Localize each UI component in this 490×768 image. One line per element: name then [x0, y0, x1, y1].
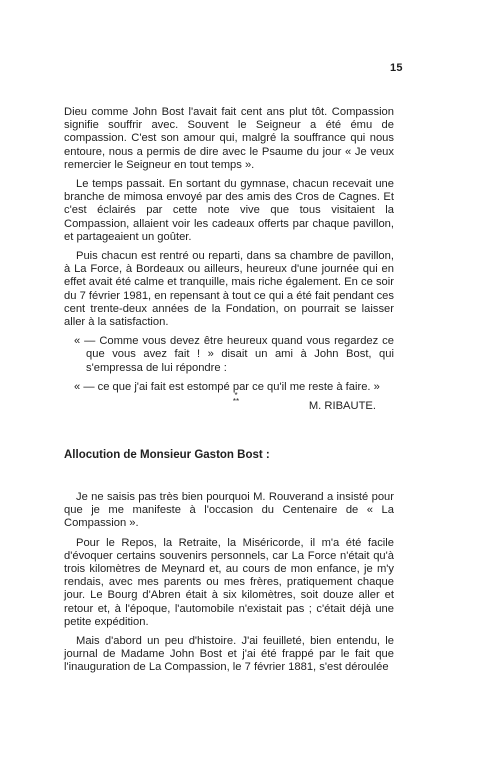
paragraph: Dieu comme John Bost l'avait fait cent ans plut tôt. Compassion signifie souffrir avec. Souvent le Seigneur a été ému de compassion. C'est son amour qui, malgré la souffrance qui nous entoure, nous a permis de dire avec le Psaume du jour « Je veux remercier le Seigneur en tout temps ». — [64, 106, 394, 171]
signature: M. RIBAUTE. — [308, 400, 376, 413]
quote: « — ce que j'ai fait est estompé par ce qu'il me reste à faire. » — [74, 380, 380, 393]
quote: « — Comme vous devez être heureux quand vous regardez ce que vous avez fait ! » disait un ami à John Bost, qui s'empressa de lui répondre : — [74, 335, 394, 374]
section-one-text — [64, 106, 394, 419]
paragraph: Pour le Repos, la Retraite, la Miséricorde, il m'a été facile d'évoquer certains souvenirs personnels, car La Force n'était qu'à trois kilomètres de Meynard et, au cours de mon enfance, je m'y rendais, avec mes parents ou mes frères, pratiquement chaque jour. Le Bourg d'Abren était à six kilomètres, soit douze aller et retour et, à l'époque, l'automobile n'existait pas ; c'était déjà une petite expédition. — [64, 536, 394, 628]
paragraph: Mais d'abord un peu d'histoire. J'ai feuilleté, bien entendu, le journal de Madame John Bost et j'ai été frappé par le fait que l'inauguration de La Compassion, le 7 février 1881, s'est déroulée — [64, 635, 394, 674]
asterism: * ** — [232, 391, 240, 406]
paragraph: Puis chacun est rentré ou reparti, dans sa chambre de pavillon, à La Force, à Bordeaux ou ailleurs, heureux d'une journée qui en effet avait été calme et tranquille, mais riche également. En ce soir du 7 février 1981, en repensant à tout ce qui a été fait pendant ces cent trente-deux années de la Fondation, on pourrait se laisser aller à la satisfaction. — [64, 250, 394, 329]
section-two-text — [64, 491, 394, 681]
paragraph: Je ne saisis pas très bien pourquoi M. Rouverand a insisté pour que je me manifeste à l'occasion du Centenaire de « La Compassion ». — [64, 491, 394, 530]
section-title: Allocution de Monsieur Gaston Bost : — [64, 449, 270, 461]
page-number: 15 — [390, 62, 403, 74]
paragraph: Le temps passait. En sortant du gymnase, chacun recevait une branche de mimosa envoyé par des amis des Cros de Cagnes. Et c'est éclairés par cette note vive que tous visitaient la Compassion, allaient voir les cadeaux offerts par chaque pavillon, et partageaient un goûter. — [64, 178, 394, 243]
